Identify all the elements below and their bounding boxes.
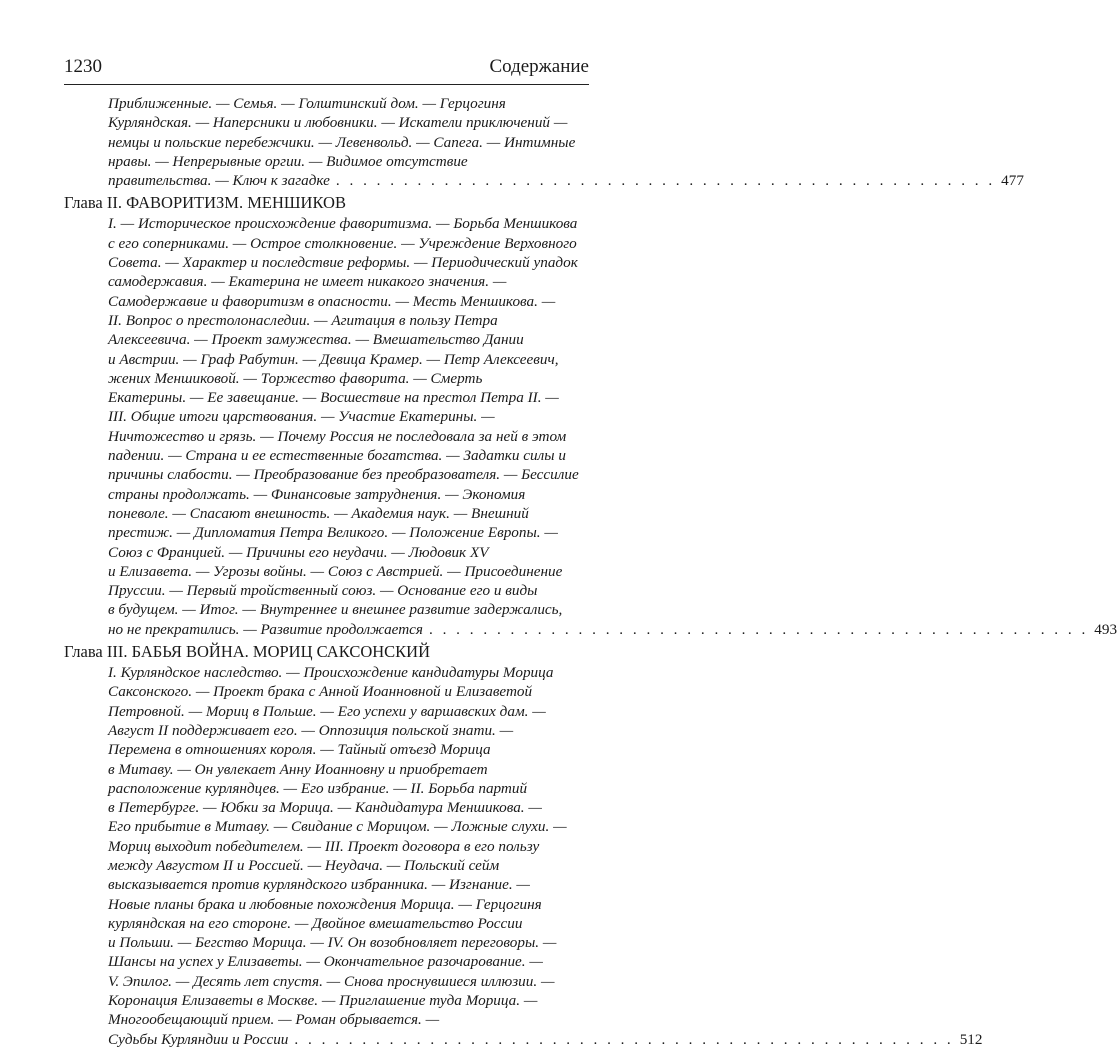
toc-line: Ничтожество и грязь. — Почему Россия не последовала за ней в этом (108, 427, 567, 445)
chapter-heading: Глава III. БАБЬЯ ВОЙНА. МОРИЦ САКСОНСКИЙ (64, 642, 430, 662)
toc-line: высказывается против курляндского избранника. — Изгнание. — (108, 876, 530, 894)
toc-final-line (108, 1030, 983, 1049)
running-title: Содержание (489, 56, 589, 77)
toc-line: падении. — Страна и ее естественные богатства. — Задатки силы и (108, 447, 566, 465)
toc-line: Самодержавие и фаворитизм в опасности. — Месть Меншикова. — (108, 292, 556, 310)
toc-line: Алексеевича. — Проект замужества. — Вмешательство Дании (108, 331, 524, 349)
chapter-heading: Глава II. ФАВОРИТИЗМ. МЕНШИКОВ (64, 193, 346, 213)
toc-line: в Митаву. — Он увлекает Анну Иоанновну и приобретает (108, 760, 488, 778)
toc-line: Многообещающий прием. — Роман обрывается. — (108, 1011, 440, 1029)
toc-line: Коронация Елизаветы в Москве. — Приглашение туда Морица. — (108, 992, 538, 1010)
toc-line: Саксонского. — Проект брака с Анной Иоанновной и Елизаветой (108, 683, 533, 701)
toc-line: Его прибытие в Митаву. — Свидание с Морицом. — Ложные слухи. — (108, 818, 567, 836)
toc-final-line (108, 620, 1117, 639)
header-rule (64, 84, 589, 85)
toc-line: причины слабости. — Преобразование без преобразователя. — Бессилие (108, 466, 579, 484)
toc-line: Новые планы брака и любовные похождения Морица. — Герцогиня (108, 895, 542, 913)
toc-line: Мориц выходит победителем. — III. Проект договора в его пользу (108, 837, 540, 855)
toc-line: Пруссии. — Первый тройственный союз. — Основание его и виды (108, 582, 538, 600)
toc-line: между Августом II и Россией. — Неудача. — Польский сейм (108, 856, 500, 874)
toc-entry-continued (108, 94, 1024, 190)
dot-leader: . . . . . . . . . . . . . . . . . . . . . . . . . . . . . . . . . . . . . . . . . . . . . . . . . (428, 620, 1089, 638)
toc-page-number: 512 (959, 1030, 983, 1048)
toc-line: престиж. — Дипломатия Петра Великого. — Положение Европы. — (108, 524, 558, 542)
toc-line: и Австрии. — Граф Рабутин. — Девица Крамер. — Петр Алексеевич, (108, 350, 559, 368)
toc-line: нравы. — Непрерывные оргии. — Видимое отсутствие (108, 152, 468, 170)
toc-line: с его соперниками. — Острое столкновение. — Учреждение Верховного (108, 234, 577, 252)
page-number: 1230 (64, 56, 102, 77)
dot-leader: . . . . . . . . . . . . . . . . . . . . . . . . . . . . . . . . . . . . . . . . . . . . . . . . . (294, 1030, 954, 1048)
toc-line: Совета. — Характер и последствие реформы. — Периодический упадок (108, 254, 578, 272)
toc-line: в Петербурге. — Юбки за Морица. — Кандидатура Меншикова. — (108, 799, 542, 817)
toc-line: самодержавия. — Екатерина не имеет никакого значения. — (108, 273, 507, 291)
toc-line: в будущем. — Итог. — Внутреннее и внешнее развитие задержались, (108, 601, 563, 619)
toc-line: I. — Историческое происхождение фаворитизма. — Борьба Меншикова (108, 215, 578, 233)
toc-line: Шансы на успех у Елизаветы. — Окончательное разочарование. — (108, 953, 543, 971)
toc-line: Приближенные. — Семья. — Голштинский дом. — Герцогиня (108, 95, 506, 112)
toc-line: I. Курляндское наследство. — Происхождение кандидатуры Морица (108, 664, 554, 682)
toc-line: Курляндская. — Наперсники и любовники. — Искатели приключений — (108, 114, 568, 132)
toc-line: и Елизавета. — Угрозы войны. — Союз с Австрией. — Присоединение (108, 562, 563, 580)
toc-line: но не прекратились. — Развитие продолжается (108, 620, 423, 638)
dot-leader: . . . . . . . . . . . . . . . . . . . . . . . . . . . . . . . . . . . . . . . . . . . . . . . . . (335, 172, 996, 190)
toc-entry-chapter-2 (108, 214, 1117, 639)
toc-line: Союз с Францией. — Причины его неудачи. — Людовик XV (108, 543, 489, 561)
toc-line: немцы и польские перебежчики. — Левенвольд. — Сапега. — Интимные (108, 133, 576, 151)
toc-page-number: 493 (1094, 620, 1117, 638)
toc-line: Судьбы Курляндии и России (108, 1030, 289, 1048)
toc-line: правительства. — Ключ к загадке (108, 172, 330, 190)
toc-line: V. Эпилог. — Десять лет спустя. — Снова проснувшиеся иллюзии. — (108, 972, 555, 990)
toc-line: Август II поддерживает его. — Оппозиция польской знати. — (108, 721, 514, 739)
toc-line: поневоле. — Спасают внешность. — Академия наук. — Внешний (108, 504, 529, 522)
toc-line: Петровной. — Мориц в Польше. — Его успехи у варшавских дам. — (108, 702, 546, 720)
toc-line: III. Общие итоги царствования. — Участие Екатерины. — (108, 408, 495, 426)
toc-line: расположение курляндцев. — Его избрание. — II. Борьба партий (108, 779, 528, 797)
toc-final-line (108, 171, 1024, 190)
toc-page-number: 477 (1001, 172, 1024, 190)
toc-line: жених Меншиковой. — Торжество фаворита. — Смерть (108, 369, 483, 387)
toc-line: Перемена в отношениях короля. — Тайный отъезд Морица (108, 741, 491, 759)
toc-entry-chapter-3 (108, 663, 983, 1049)
toc-line: II. Вопрос о престолонаследии. — Агитация в пользу Петра (108, 311, 498, 329)
toc-line: Екатерины. — Ее завещание. — Восшествие на престол Петра II. — (108, 389, 559, 407)
toc-line: курляндская на его стороне. — Двойное вмешательство России (108, 914, 523, 932)
toc-line: и Польши. — Бегство Морица. — IV. Он возобновляет переговоры. — (108, 934, 557, 952)
running-header (64, 56, 589, 78)
toc-line: страны продолжать. — Финансовые затруднения. — Экономия (108, 485, 526, 503)
toc-content (64, 94, 1117, 1049)
